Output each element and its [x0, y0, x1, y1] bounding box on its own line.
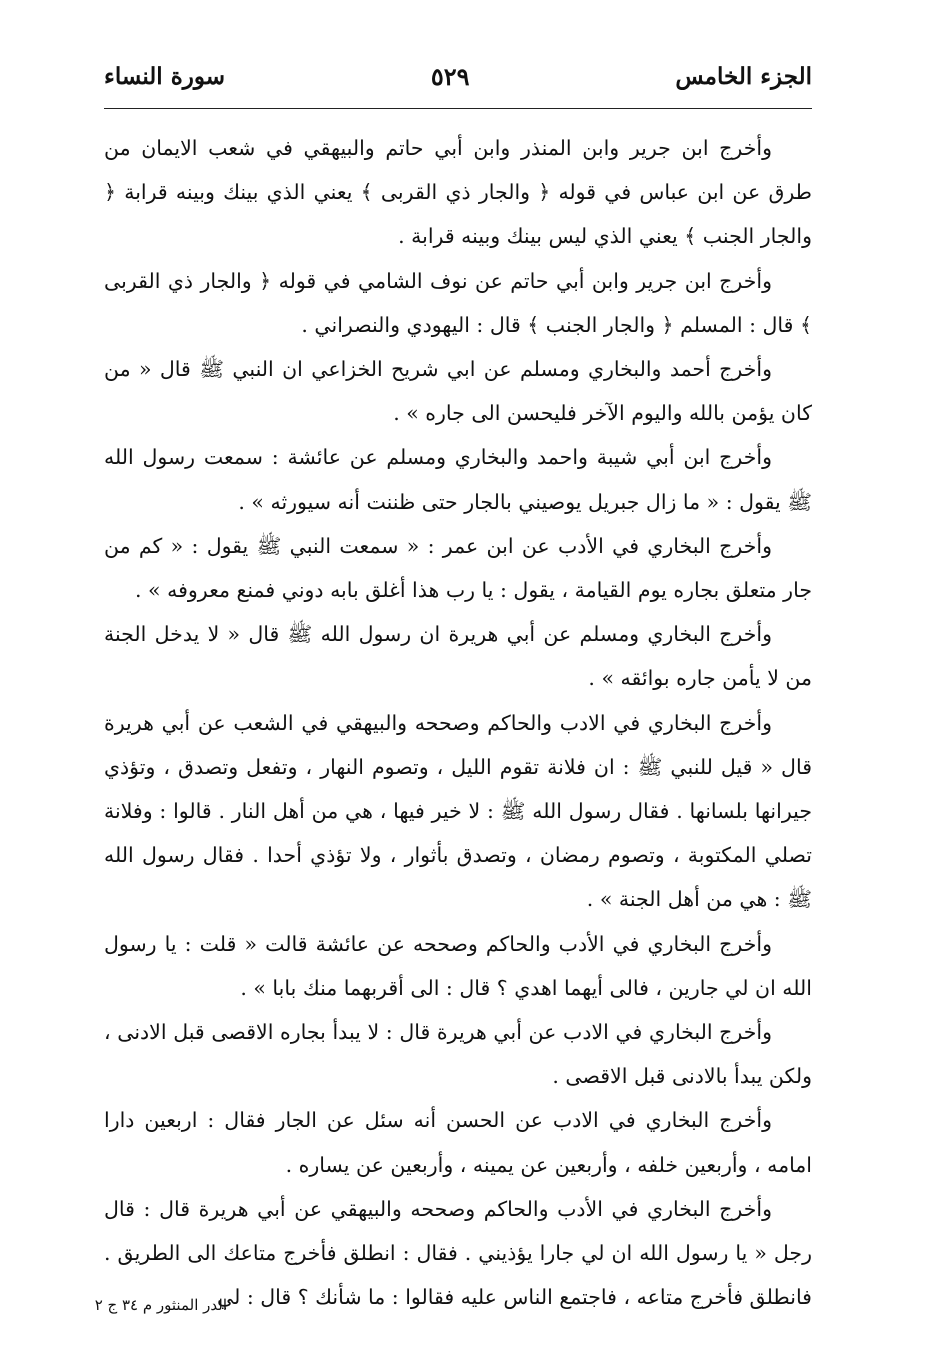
part-title: الجزء الخامس	[675, 62, 812, 90]
page-footer-signature: الدر المنثور م ٣٤ ج ٢	[94, 1296, 227, 1314]
paragraph: وأخرج ابن جرير وابن المنذر وابن أبي حاتم والبيهقي في شعب الايمان من طرق عن ابن عباس في قوله ﴿ والجار ذي القربى ﴾ يعني الذي بينك وبينه قرابة ﴿ والجار الجنب ﴾ يعني الذي ليس بينك وبينه قرابة .	[104, 136, 812, 249]
paragraph: وأخرج البخاري في الادب عن الحسن أنه سئل عن الجار فقال : اربعين دارا امامه ، وأربعين خلفه ، وأربعين عن يمينه ، وأربعين عن يساره .	[104, 1108, 812, 1177]
paragraph: وأخرج البخاري في الادب والحاكم وصححه والبيهقي في الشعب عن أبي هريرة قال « قيل للنبي ﷺ : ان فلانة تقوم الليل ، وتصوم النهار ، وتفعل وتصدق ، وتؤذي جيرانها بلسانها . فقال رسول الله ﷺ : لا خير فيها ، هي من أهل النار . قالوا : وفلانة تصلي المكتوبة ، وتصوم رمضان ، وتصدق بأثوار ، ولا تؤذي أحدا . فقال رسول الله ﷺ : هي من أهل الجنة » .	[104, 710, 812, 912]
paragraph: وأخرج البخاري في الأدب والحاكم وصححه والبيهقي عن أبي هريرة قال : قال رجل « يا رسول الله ان لي جارا يؤذيني . فقال : انطلق فأخرج متاعك الى الطريق . فانطلق فأخرج متاعه ، فاجتمع الناس عليه فقالوا : ما شأنك ؟ قال : لي	[104, 1196, 812, 1310]
page-number: ٥٢٩	[430, 61, 470, 91]
paragraph: وأخرج ابن أبي شيبة واحمد والبخاري ومسلم عن عائشة : سمعت رسول الله ﷺ يقول : « ما زال جبريل يوصيني بالجار حتى ظننت أنه سيورثه » .	[104, 445, 812, 514]
paragraph: وأخرج البخاري في الأدب عن ابن عمر : « سمعت النبي ﷺ يقول : « كم من جار متعلق بجاره يوم القيامة ، يقول : يا رب هذا أغلق بابه دوني فمنع معروفه » .	[104, 533, 812, 603]
paragraph: وأخرج أحمد والبخاري ومسلم عن ابي شريح الخزاعي ان النبي ﷺ قال « من كان يؤمن بالله واليوم الآخر فليحسن الى جاره » .	[104, 357, 812, 426]
paragraph: وأخرج ابن جرير وابن أبي حاتم عن نوف الشامي في قوله ﴿ والجار ذي القربى ﴾ قال : المسلم ﴿ والجار الجنب ﴾ قال : اليهودي والنصراني .	[104, 268, 812, 337]
surah-title: سورة النساء	[104, 62, 226, 90]
page-header	[104, 52, 812, 100]
paragraph: وأخرج البخاري ومسلم عن أبي هريرة ان رسول الله ﷺ قال « لا يدخل الجنة من لا يأمن جاره بوائقه » .	[104, 622, 812, 691]
paragraph: وأخرج البخاري في الادب عن أبي هريرة قال : لا يبدأ بجاره الاقصى قبل الادنى ، ولكن يبدأ بالادنى قبل الاقصى .	[104, 1020, 812, 1089]
paragraph: وأخرج البخاري في الأدب والحاكم وصححه عن عائشة قالت « قلت : يا رسول الله ان لي جارين ، فالى أيهما اهدي ؟ قال : الى أقربهما منك بابا » .	[104, 931, 812, 1000]
header-rule	[104, 108, 812, 109]
